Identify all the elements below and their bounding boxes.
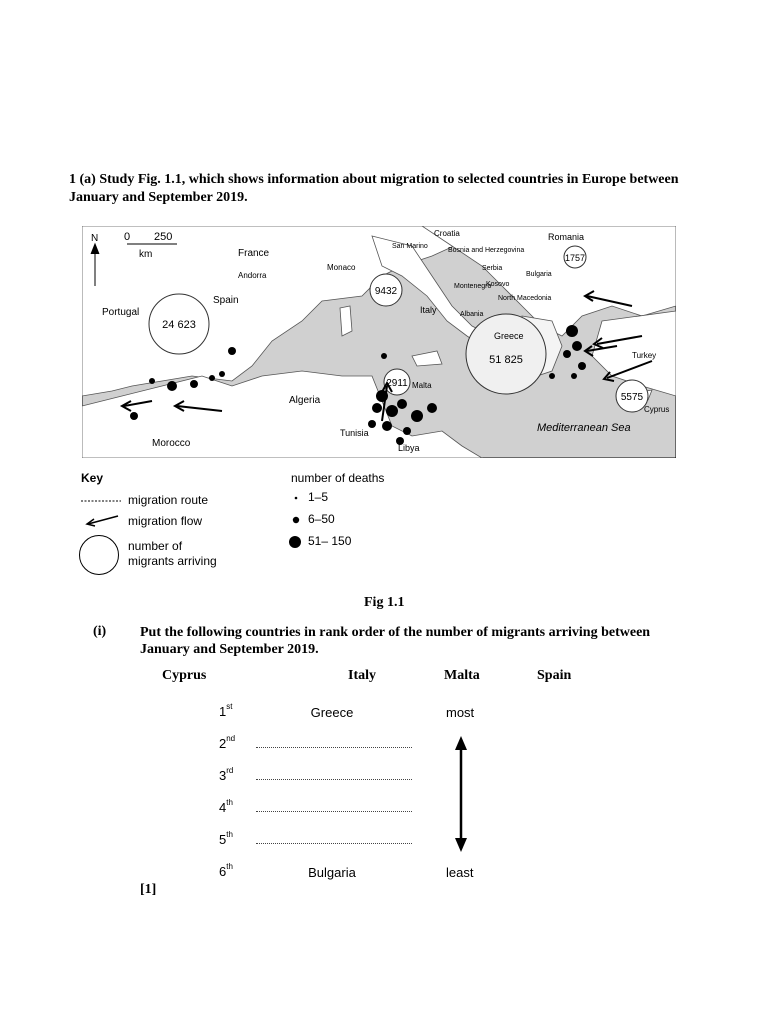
scale-unit: km	[139, 249, 153, 260]
map-key	[78, 468, 418, 578]
label-bulgaria: Bulgaria	[526, 271, 552, 278]
question-intro: 1 (a) Study Fig. 1.1, which shows information about migration to selected countries in Europe between January and September 2019.	[69, 172, 679, 205]
label-sea: Mediterranean Sea	[537, 422, 631, 434]
key-route-symbol	[81, 499, 121, 503]
rank-4-answer-line[interactable]	[256, 811, 412, 812]
most-label: most	[446, 705, 475, 720]
key-death-medium-symbol	[291, 515, 301, 525]
rank-4: 4th	[219, 798, 233, 815]
key-circle-label-2: migrants arriving	[128, 554, 217, 568]
migration-map	[82, 226, 676, 458]
scale-value: 250	[154, 231, 173, 243]
label-spain: Spain	[213, 295, 239, 306]
country-option-spain: Spain	[537, 668, 572, 683]
part-i-number: (i)	[93, 624, 107, 639]
country-option-cyprus: Cyprus	[162, 668, 207, 683]
arrivals-bulgaria: 1757	[564, 253, 586, 263]
rank-1: 1st	[219, 702, 233, 719]
country-option-italy: Italy	[348, 668, 376, 683]
label-san-marino: San Marino	[392, 243, 428, 250]
label-portugal: Portugal	[102, 307, 140, 318]
double-arrow-icon	[450, 736, 472, 852]
key-deaths-small: 1–5	[308, 490, 329, 504]
key-deaths-large: 51– 150	[308, 534, 352, 548]
label-malta: Malta	[412, 381, 432, 390]
label-serbia: Serbia	[482, 265, 503, 272]
label-albania: Albania	[460, 311, 484, 318]
label-croatia: Croatia	[434, 229, 460, 238]
label-kosovo: Kosovo	[486, 281, 510, 288]
label-turkey: Turkey	[632, 351, 657, 360]
label-greece: Greece	[494, 331, 524, 341]
label-monaco: Monaco	[327, 263, 356, 272]
label-italy: Italy	[420, 305, 437, 315]
label-north-macedonia: North Macedonia	[498, 295, 552, 302]
scale-zero: 0	[124, 231, 131, 243]
arrivals-malta: 2911	[386, 378, 408, 389]
figure-caption: Fig 1.1	[364, 595, 405, 610]
key-deaths-medium: 6–50	[308, 512, 335, 526]
label-bosnia: Bosnia and Herzegovina	[448, 247, 525, 254]
label-morocco: Morocco	[152, 438, 191, 449]
key-flow-label: migration flow	[128, 514, 203, 528]
label-montenegro: Montenegro	[454, 283, 492, 290]
key-flow-symbol	[84, 513, 120, 527]
marks-label: [1]	[140, 882, 157, 897]
key-title: Key	[81, 471, 104, 485]
key-death-small-symbol	[293, 495, 299, 501]
key-circle-label-1: number of	[128, 539, 183, 553]
label-cyprus: Cyprus	[644, 405, 670, 414]
arrivals-italy: 9432	[374, 286, 398, 297]
rank-2-answer-line[interactable]	[256, 747, 412, 748]
rank-2: 2nd	[219, 734, 236, 751]
rank-6-answer: Bulgaria	[308, 865, 356, 880]
part-i-text: Put the following countries in rank order of the number of migrants arriving between January and September 2019.	[140, 625, 651, 657]
north-label: N	[91, 233, 99, 244]
rank-3: 3rd	[219, 766, 234, 783]
label-france: France	[238, 248, 270, 259]
rank-3-answer-line[interactable]	[256, 779, 412, 780]
arrivals-spain: 24 623	[162, 319, 196, 331]
rank-1-answer: Greece	[310, 705, 354, 720]
key-death-large-symbol	[288, 535, 302, 549]
key-route-label: migration route	[128, 493, 209, 507]
label-romania: Romania	[548, 232, 585, 242]
label-libya: Libya	[398, 443, 420, 453]
sardinia-land	[340, 306, 352, 336]
label-tunisia: Tunisia	[340, 428, 369, 438]
rank-5-answer-line[interactable]	[256, 843, 412, 844]
arrivals-cyprus: 5575	[620, 392, 644, 403]
label-algeria: Algeria	[289, 395, 321, 406]
key-deaths-title: number of deaths	[291, 471, 385, 485]
rank-5: 5th	[219, 830, 233, 847]
rank-6: 6th	[219, 862, 233, 879]
least-label: least	[446, 865, 474, 880]
key-circle-symbol	[78, 534, 122, 576]
country-option-malta: Malta	[444, 668, 480, 683]
label-andorra: Andorra	[238, 271, 267, 280]
arrivals-greece: 51 825	[489, 354, 523, 366]
